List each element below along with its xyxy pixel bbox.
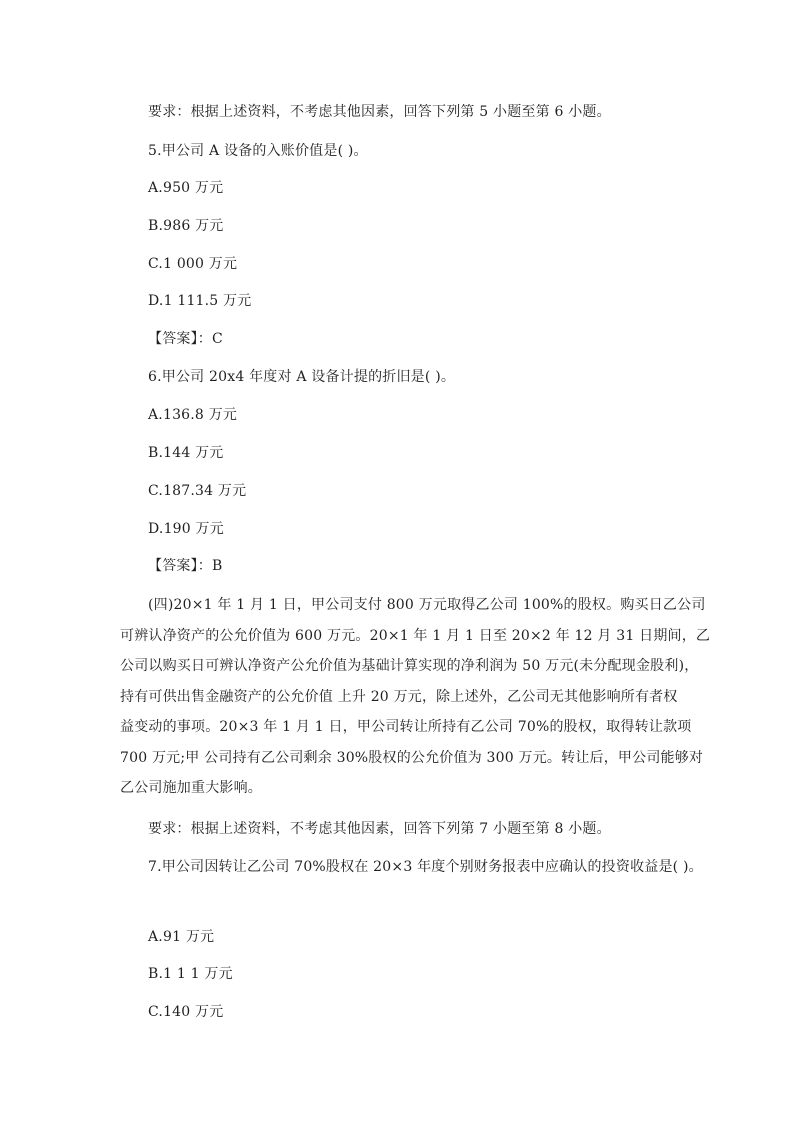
requirement-text-q5-q6: 要求：根据上述资料，不考虑其他因素，回答下列第 5 小题至第 6 小题。: [148, 104, 611, 120]
question-6: 6.甲公司 20x4 年度对 A 设备计提的折旧是( )。: [148, 369, 456, 385]
question-5: 5.甲公司 A 设备的入账价值是( )。: [148, 143, 368, 159]
q5-answer: 【答案】：C: [148, 331, 223, 347]
q5-option-b: B.986 万元: [148, 218, 224, 234]
paragraph-line: (四)20×1 年 1 月 1 日，甲公司支付 800 万元取得乙公司 100%的股权。购买日乙公司: [148, 597, 706, 613]
paragraph-line: 公司以购买日可辨认净资产公允价值为基础计算实现的净利润为 50 万元(未分配现金股利)，: [120, 658, 699, 674]
q7-option-a: A.91 万元: [148, 929, 215, 945]
q7-option-c: C.140 万元: [148, 1004, 224, 1020]
q6-option-c: C.187.34 万元: [148, 483, 247, 499]
paragraph-line: 700 万元;甲 公司持有乙公司剩余 30%股权的公允价值为 300 万元。转让后，甲公司能够对: [120, 749, 704, 766]
q6-option-b: B.144 万元: [148, 445, 224, 461]
q7-option-b: B.1 1 1 万元: [148, 966, 233, 982]
paragraph-line: 乙公司施加重大影响。: [120, 780, 262, 796]
case-paragraph: [120, 590, 711, 804]
paragraph-line: 益变动的事项。20×3 年 1 月 1 日，甲公司转让所持有乙公司 70%的股权，取得转让款项: [120, 719, 692, 735]
q6-option-a: A.136.8 万元: [148, 407, 238, 423]
q5-option-c: C.1 000 万元: [148, 256, 238, 272]
q6-answer: 【答案】：B: [148, 558, 223, 574]
q5-option-d: D.1 111.5 万元: [148, 293, 252, 309]
requirement-text-q7-q8: 要求：根据上述资料，不考虑其他因素，回答下列第 7 小题至第 8 小题。: [148, 821, 611, 837]
q5-option-a: A.950 万元: [148, 180, 224, 196]
question-7: 7.甲公司因转让乙公司 70%股权在 20×3 年度个别财务报表中应确认的投资收益是( )。: [148, 859, 703, 875]
q6-option-d: D.190 万元: [148, 521, 224, 537]
paragraph-line: 持有可供出售金融资产的公允价值 上升 20 万元，除上述外，乙公司无其他影响所有者权: [120, 688, 678, 705]
paragraph-line: 可辨认净资产的公允价值为 600 万元。20×1 年 1 月 1 日至 20×2 年 12 月 31 日期间，乙: [120, 627, 711, 644]
